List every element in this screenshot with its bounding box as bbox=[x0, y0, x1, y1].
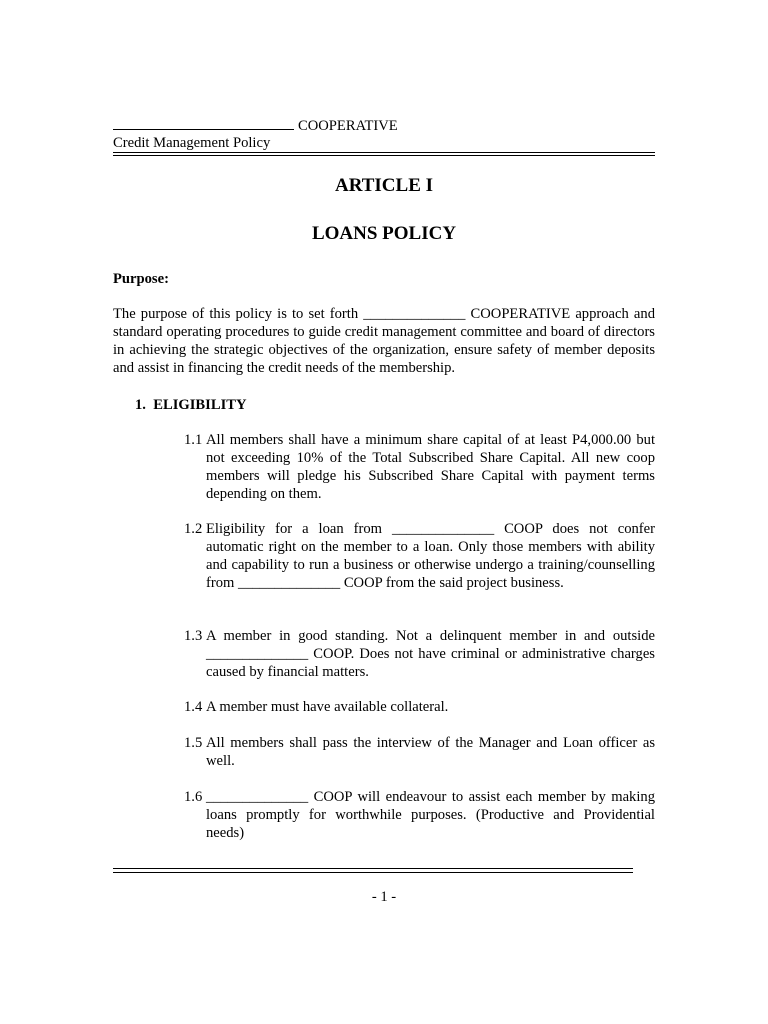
footer-rule-double bbox=[113, 872, 633, 873]
list-item-text: A member in good standing. Not a delinquent member in and outside ______________ COOP. Does not have criminal or administrative charges caused by financial matters. bbox=[206, 628, 655, 680]
list-item-number: 1.6 bbox=[184, 789, 203, 805]
list-item-number: 1.1 bbox=[184, 432, 203, 448]
article-title: LOANS POLICY bbox=[311, 223, 457, 244]
header-subtitle: Credit Management Policy bbox=[113, 135, 271, 151]
list-item bbox=[184, 698, 655, 716]
list-item-number: 1.2 bbox=[184, 521, 203, 537]
purpose-text: The purpose of this policy is to set forth ______________ COOPERATIVE approach and standard operating procedures to guide credit management committee and board of directors in achieving the strategic objectives of the organization, ensure safety of member deposits and assist in financing the credit needs of the membership. bbox=[113, 306, 655, 376]
header-rule bbox=[113, 152, 655, 153]
list-item bbox=[184, 788, 655, 842]
list-item bbox=[184, 734, 655, 770]
list-item-number: 1.3 bbox=[184, 628, 203, 644]
purpose-heading: Purpose: bbox=[113, 271, 169, 287]
list-item bbox=[184, 431, 655, 503]
list-item bbox=[184, 520, 655, 592]
list-item-text: All members shall pass the interview of the Manager and Loan officer as well. bbox=[206, 735, 655, 769]
header-org-name: COOPERATIVE bbox=[298, 118, 398, 134]
list-item-text: ______________ COOP will endeavour to assist each member by making loans promptly for worthwhile purposes. (Productive and Providential needs) bbox=[206, 789, 655, 841]
header-rule-double bbox=[113, 155, 655, 156]
section-heading-eligibility: 1. ELIGIBILITY bbox=[135, 397, 247, 413]
header-org-line bbox=[113, 116, 398, 135]
article-number: ARTICLE I bbox=[334, 175, 434, 196]
list-item-text: All members shall have a minimum share capital of at least P4,000.00 but not exceeding 10% of the Total Subscribed Share Capital. All new coop members will pledge his Subscribed Share Capital with payment terms depending on them. bbox=[206, 432, 655, 502]
list-item-text: A member must have available collateral. bbox=[206, 699, 449, 715]
list-item-number: 1.5 bbox=[184, 735, 203, 751]
list-item-number: 1.4 bbox=[184, 699, 203, 715]
list-item-text: Eligibility for a loan from ______________ COOP does not confer automatic right on the member to a loan. Only those members with ability and capability to run a business or otherwise undergo a training/counselling from ______________ COOP from the said project business. bbox=[206, 521, 655, 591]
list-item bbox=[184, 627, 655, 681]
footer-rule bbox=[113, 868, 633, 869]
header-blank-line bbox=[113, 116, 294, 130]
page-number: - 1 - bbox=[371, 889, 397, 905]
